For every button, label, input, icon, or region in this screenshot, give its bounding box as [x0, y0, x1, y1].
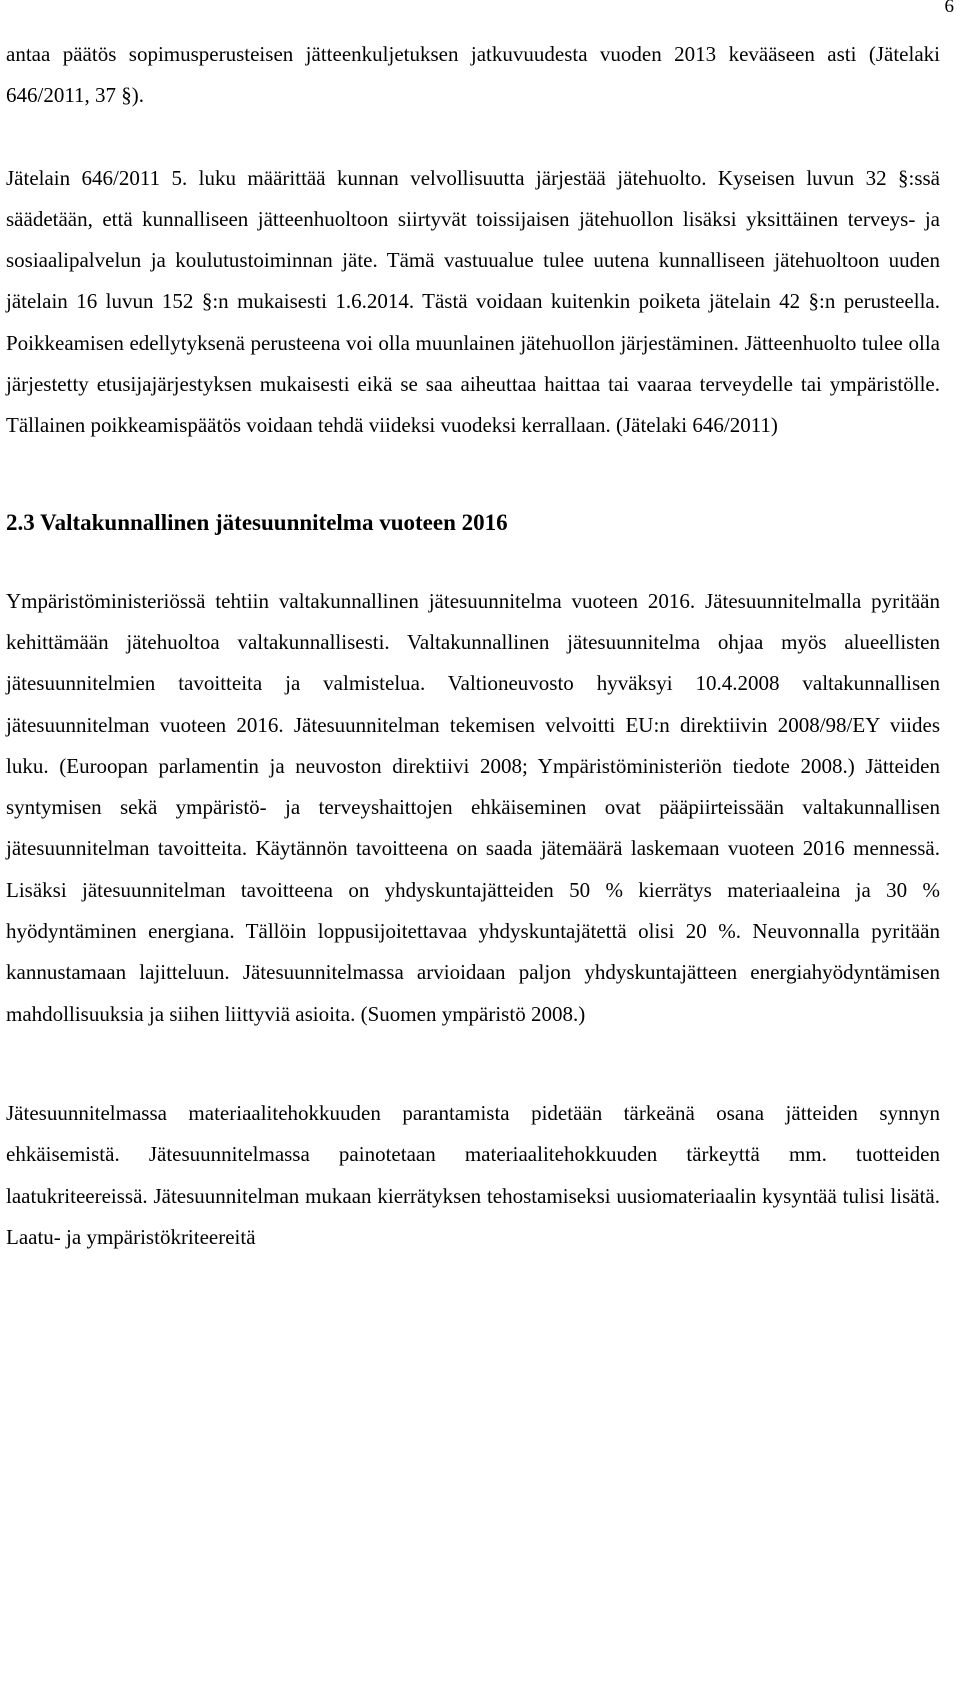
paragraph-4: Jätesuunnitelmassa materiaalitehokkuuden parantamista pidetään tärkeänä osana jätteiden synnyn ehkäisemistä. Jätesuunnitelmassa painotetaan materiaalitehokkuuden tärkeyttä mm. tuotteiden laatukriteereissä. Jätesuunnitelman mukaan kierrätyksen tehostamiseksi uusiomateriaalin kysyntää tulisi lisätä. Laatu- ja ympäristökriteereitä	[6, 1100, 940, 1249]
page-number: 6	[944, 0, 954, 17]
paragraph-2: Jätelain 646/2011 5. luku määrittää kunnan velvollisuutta järjestää jätehuolto. Kyseisen luvun 32 §:ssä säädetään, että kunnalliseen jätteenhuoltoon siirtyvät toissijaisen jätehuollon lisäksi yksittäinen terveys- ja sosiaalipalvelun ja koulutustoiminnan jäte. Tämä vastuualue tulee uutena kunnalliseen jätehuoltoon uuden jätelain 16 luvun 152 §:n mukaisesti 1.6.2014. Tästä voidaan kuitenkin poiketa jätelain 42 §:n perusteella. Poikkeamisen edellytyksenä perusteena voi olla muunlainen jätehuollon järjestäminen. Jätteenhuolto tulee olla järjestetty etusijajärjestyksen mukaisesti eikä se saa aiheuttaa haittaa tai vaaraa terveydelle tai ympäristölle. Tällainen poikkeamispäätös voidaan tehdä viideksi vuodeksi kerrallaan. (Jätelaki 646/2011)	[6, 165, 940, 438]
paragraph-3: Ympäristöministeriössä tehtiin valtakunnallinen jätesuunnitelma vuoteen 2016. Jätesuunnitelmalla pyritään kehittämään jätehuoltoa valtakunnallisesti. Valtakunnallinen jätesuunnitelma ohjaa myös alueellisten jätesuunnitelmien tavoitteita ja valmistelua. Valtioneuvosto hyväksyi 10.4.2008 valtakunnallisen jätesuunnitelman vuoteen 2016. Jätesuunnitelman tekemisen velvoitti EU:n direktiivin 2008/98/EY viides luku. (Euroopan parlamentin ja neuvoston direktiivi 2008; Ympäristöministeriön tiedote 2008.) Jätteiden syntymisen sekä ympäristö- ja terveyshaittojen ehkäiseminen ovat pääpiirteissään valtakunnallisen jätesuunnitelman tavoitteita. Käytännön tavoitteena on saada jätemäärä laskemaan vuoteen 2016 mennessä. Lisäksi jätesuunnitelman tavoitteena on yhdyskuntajätteiden 50 % kierrätys materiaaleina ja 30 % hyödyntäminen energiana. Tällöin loppusijoitettavaa yhdyskuntajätettä olisi 20 %. Neuvonnalla pyritään kannustamaan lajitteluun. Jätesuunnitelmassa arvioidaan paljon yhdyskuntajätteen energiahyödyntämisen mahdollisuuksia ja siihen liittyviä asioita. (Suomen ympäristö 2008.)	[6, 588, 940, 1026]
section-heading: 2.3 Valtakunnallinen jätesuunnitelma vuoteen 2016	[6, 509, 508, 535]
paragraph-1: antaa päätös sopimusperusteisen jätteenkuljetuksen jatkuvuudesta vuoden 2013 kevääseen asti (Jätelaki 646/2011, 37 §).	[6, 42, 940, 108]
page-content	[6, 34, 940, 1258]
